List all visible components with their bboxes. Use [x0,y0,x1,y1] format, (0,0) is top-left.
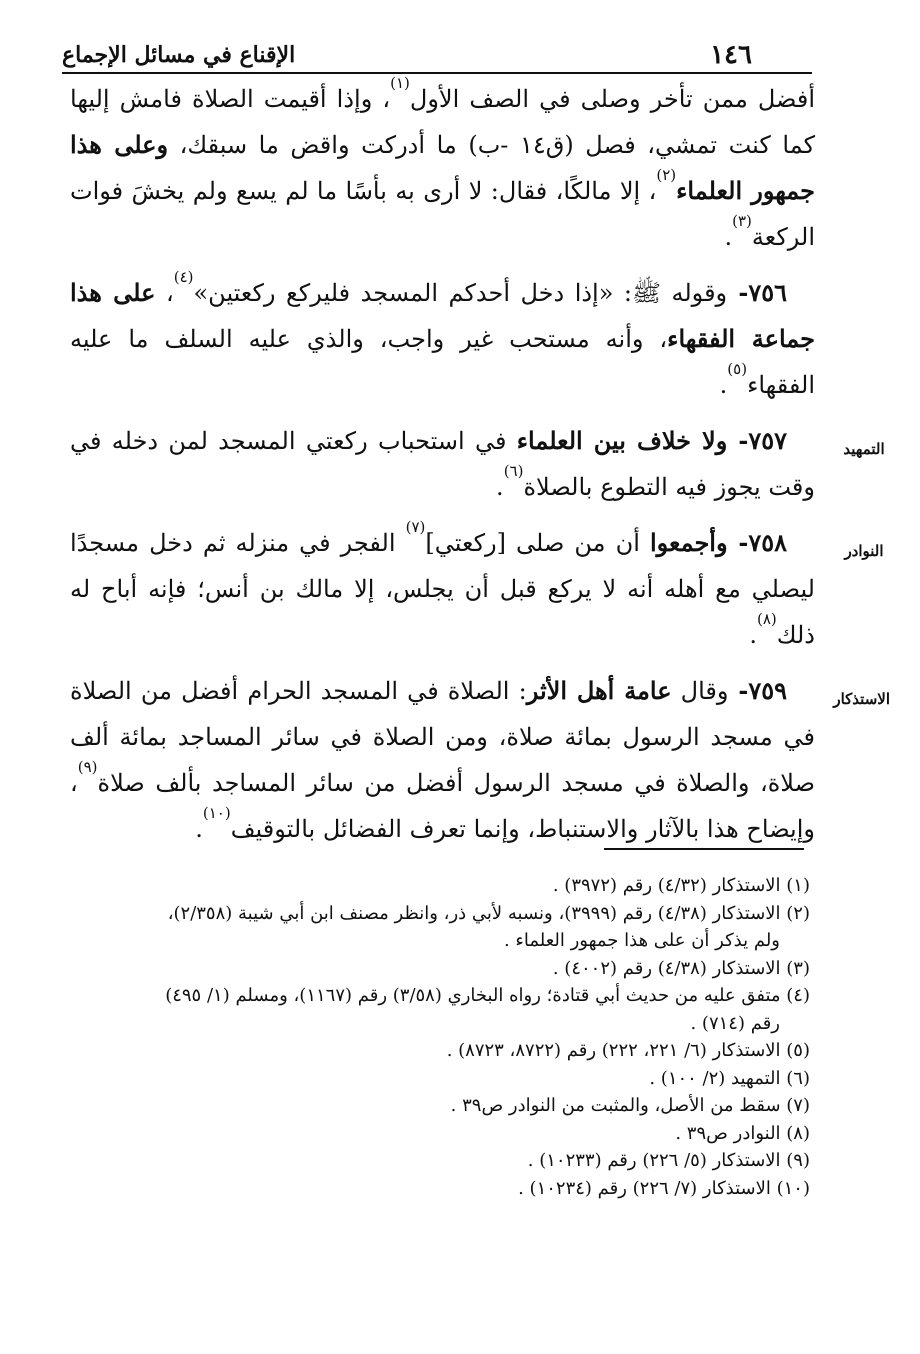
text-run: ، وإذا أقيمت الصلاة فامش إليها كما كنت تمشي، فصل (ق١٤ -ب) ما أدركت واقض ما سبقك، [70,85,815,159]
text-run: في استحباب ركعتي المسجد لمن دخله في وقت يجوز فيه التطوع بالصلاة [70,427,815,501]
footnote-text: (١) الاستذكار (٤/٣٢) رقم (٣٩٧٢) . [552,875,810,896]
footnote-text: (٥) الاستذكار (٦/ ٢٢١، ٢٢٢) رقم (٨٧٢٢، ٨٧٢٣) . [446,1040,810,1061]
running-title: الإقناع في مسائل الإجماع [62,42,296,68]
text-run: ، وأنه مستحب غير واجب، والذي عليه السلف ما عليه الفقهاء [70,325,815,399]
paragraph-756 [70,270,815,408]
paragraph-757 [70,418,885,510]
paragraph-number: ٧٥٩- [728,676,787,705]
text-run: ، [155,279,174,307]
footnote-text: (٢) الاستذكار (٤/٣٨) رقم (٣٩٩٩)، ونسبه لأبي ذر، وانظر مصنف ابن أبي شيبة (٢/٣٥٨)، [167,902,810,924]
text-run: ، وإيضاح هذا بالآثار والاستنباط، وإنما تعرف الفضائل بالتوقيف [70,769,815,843]
text-run: أفضل ممن تأخر وصلى في الصف الأول [409,85,816,113]
paragraph-continuation [70,76,815,260]
running-header [62,30,812,74]
footnote-text: (٦) التمهيد (٢/ ١٠٠) . [649,1067,810,1089]
footnote [70,982,810,1037]
text-run: . [719,371,728,399]
paragraph-758 [70,518,884,658]
footnote-ref: (٦) [503,462,524,480]
footnote [70,900,810,955]
paragraph-number: ٧٥٦- [727,278,788,307]
footnote-ref: (٤) [173,268,194,286]
text-run: أن من صلى [ركعتي] [425,529,650,557]
text-run: . [496,473,504,501]
footnote [70,955,810,983]
footnote [70,1147,810,1175]
margin-source-label: التمهيد [843,440,885,458]
footnote [70,1175,810,1203]
text-run: ، إلا مالكًا، فقال: لا أرى به بأسًا ما لم يسع ولم يخشَ فوات الركعة [70,177,815,251]
footnote-text: (٣) الاستذكار (٤/٣٨) رقم (٤٠٠٢) . [552,957,810,979]
paragraph-759 [70,668,890,852]
footnote-text: (٧) سقط من الأصل، والمثبت من النوادر ص٣٩ . [450,1095,810,1116]
footnote-continuation: ولم يذكر أن على هذا جمهور العلماء . [503,930,780,951]
footnote [70,872,810,900]
margin-source-label: الاستذكار [833,690,890,708]
footnote-continuation: رقم (٧١٤) . [690,1012,780,1034]
footnote-text: (١٠) الاستذكار (٧/ ٢٢٦) رقم (١٠٢٣٤) . [518,1177,810,1199]
footnote [70,1120,810,1148]
bold-phrase: على هذا جماعة الفقهاء [70,278,815,353]
footnote-divider [604,848,804,850]
text-run: : الصلاة في المسجد الحرام أفضل من الصلاة في مسجد الرسول بمائة صلاة، ومن الصلاة في سائر المساجد بمائة ألف صلاة، والصلاة في مسجد الرسول أفضل من سائر المساجد بألف صلاة [70,677,815,797]
text-run: وقال [671,677,729,705]
footnote [70,1065,810,1093]
text-run: . [195,815,203,843]
paragraph-number: ٧٥٨- [727,528,787,557]
footnote-ref: (٨) [756,610,777,628]
text-run: وقوله ﷺ: «إذا دخل أحدكم المسجد فليركع ركعتين» [193,279,728,307]
footnote-ref: (٣) [732,212,752,230]
footnote-ref: (٧) [405,518,426,536]
paragraph-number: ٧٥٧- [727,426,787,455]
text-run: . [749,621,757,649]
footnote-ref: (٩) [77,758,98,776]
footnote-ref: (١٠) [202,804,231,822]
footnote-text: (٩) الاستذكار (٥/ ٢٢٦) رقم (١٠٢٣٣) . [527,1150,810,1171]
bold-phrase: وأجمعوا [649,528,728,557]
bold-phrase: عامة أهل الأثر [526,676,672,705]
main-text [70,74,890,862]
footnote-text: (٨) النوادر ص٣٩ . [675,1122,810,1144]
footnote [70,1092,810,1120]
footnote-text: (٤) متفق عليه من حديث أبي قتادة؛ رواه البخاري (٣/٥٨) رقم (١١٦٧)، ومسلم (١/ ٤٩٥) [165,985,810,1006]
footnote-ref: (١) [390,74,410,92]
bold-phrase: ولا خلاف بين العلماء [516,426,728,455]
footnote-ref: (٢) [656,166,677,184]
page-number: ١٤٦ [710,40,752,70]
footnotes [70,872,810,1202]
bold-phrase: وعلى هذا جمهور العلماء [70,130,816,205]
margin-source-label: النوادر [844,542,884,560]
footnote [70,1037,810,1065]
footnote-ref: (٥) [727,360,748,378]
text-run: . [724,223,733,251]
text-run: الفجر في منزله ثم دخل مسجدًا ليصلي مع أهله أنه لا يركع قبل أن يجلس، إلا مالك بن أنس؛ فإنه أباح له ذلك [70,529,815,649]
